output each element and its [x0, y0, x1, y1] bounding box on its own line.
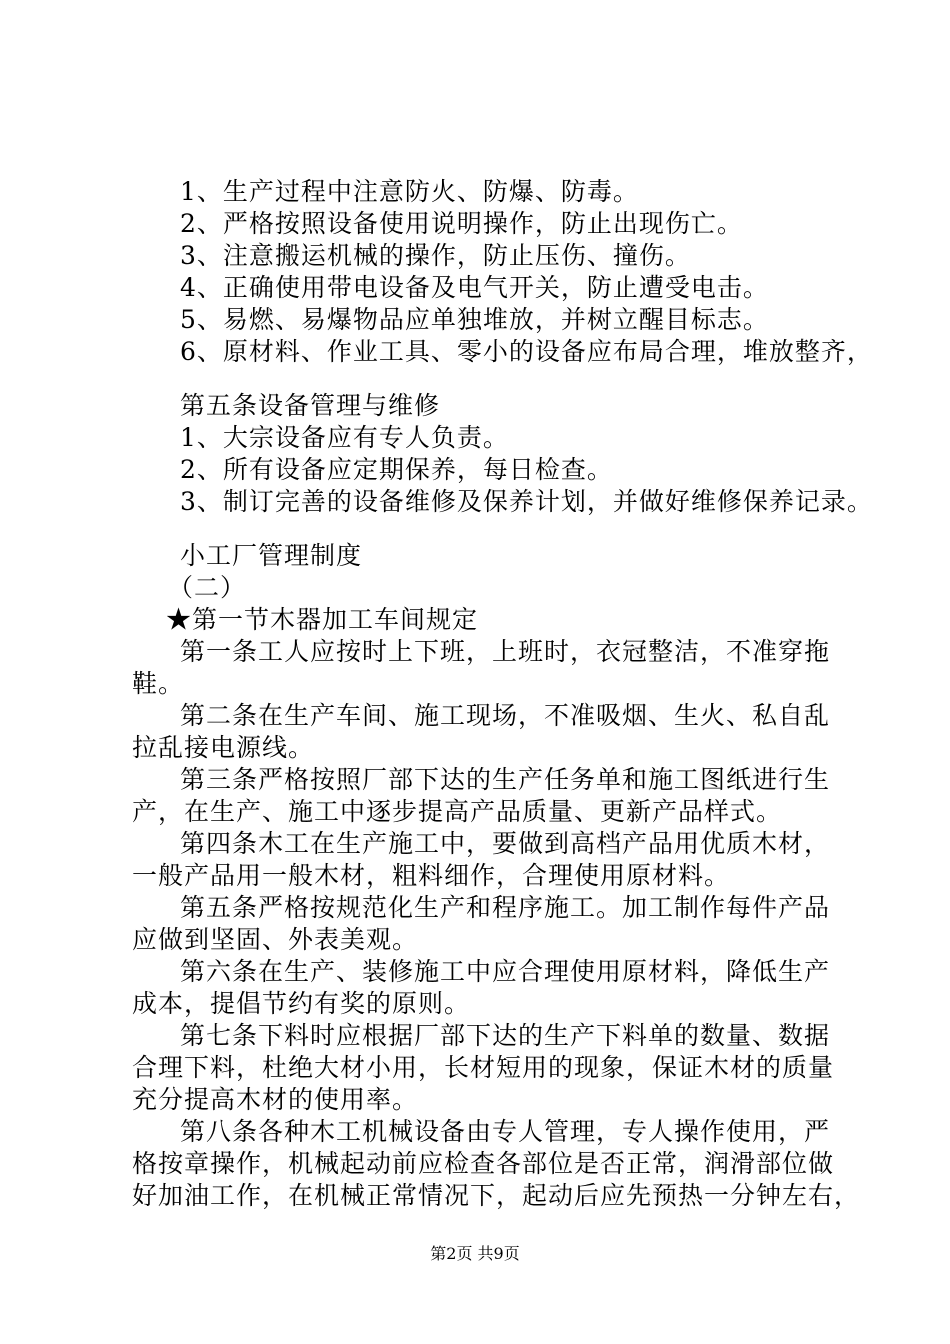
body-line: 第四条木工在生产施工中，要做到高档产品用优质木材，: [180, 829, 831, 858]
safety-item-4: 4、正确使用带电设备及电气开关，防止遭受电击。: [180, 273, 769, 302]
body-line: 成本，提倡节约有奖的原则。: [132, 989, 471, 1018]
body-line: 第二条在生产车间、施工现场，不准吸烟、生火、私自乱: [180, 701, 831, 730]
section5-item-1: 1、大宗设备应有专人负责。: [180, 423, 509, 452]
safety-item-5: 5、易燃、易爆物品应单独堆放，并树立醒目标志。: [180, 305, 769, 334]
body-line: 第六条在生产、装修施工中应合理使用原材料，降低生产: [180, 957, 831, 986]
body-line: 鞋。: [132, 669, 185, 698]
page-number-footer: 第2页 共9页: [430, 1244, 520, 1263]
body-line: 第五条严格按规范化生产和程序施工。加工制作每件产品: [180, 893, 831, 922]
section5-item-2: 2、所有设备应定期保养，每日检查。: [180, 455, 613, 484]
body-line: 应做到坚固、外表美观。: [132, 925, 419, 954]
body-line: 拉乱接电源线。: [132, 733, 315, 762]
body-line: 合理下料，杜绝大材小用，长材短用的现象，保证木材的质量: [132, 1053, 835, 1082]
body-line: 充分提高木材的使用率。: [132, 1085, 419, 1114]
safety-item-6: 6、原材料、作业工具、零小的设备应布局合理，堆放整齐，: [180, 337, 873, 366]
body-line: 第八条各种木工机械设备由专人管理，专人操作使用，严: [180, 1117, 831, 1146]
body-line: 第三条严格按照厂部下达的生产任务单和施工图纸进行生: [180, 765, 831, 794]
section-heading: ★第一节木器加工车间规定: [166, 605, 479, 634]
doc2-title: 小工厂管理制度: [180, 541, 363, 570]
body-line: 第一条工人应按时上下班，上班时，衣冠整洁，不准穿拖: [180, 637, 831, 666]
body-line: 一般产品用一般木材，粗料细作，合理使用原材料。: [132, 861, 731, 890]
safety-item-2: 2、严格按照设备使用说明操作，防止出现伤亡。: [180, 209, 743, 238]
safety-item-3: 3、注意搬运机械的操作，防止压伤、撞伤。: [180, 241, 691, 270]
body-line: 第七条下料时应根据厂部下达的生产下料单的数量、数据: [180, 1021, 831, 1050]
body-line: 产，在生产、施工中逐步提高产品质量、更新产品样式。: [132, 797, 783, 826]
body-line: 好加油工作，在机械正常情况下，起动后应先预热一分钟左右，: [132, 1181, 861, 1210]
doc2-subtitle: （二）: [168, 573, 247, 602]
section5-title: 第五条设备管理与维修: [180, 391, 441, 420]
safety-item-1: 1、生产过程中注意防火、防爆、防毒。: [180, 177, 639, 206]
section5-item-3: 3、制订完善的设备维修及保养计划，并做好维修保养记录。: [180, 487, 873, 516]
body-line: 格按章操作，机械起动前应检查各部位是否正常，润滑部位做: [132, 1149, 835, 1178]
